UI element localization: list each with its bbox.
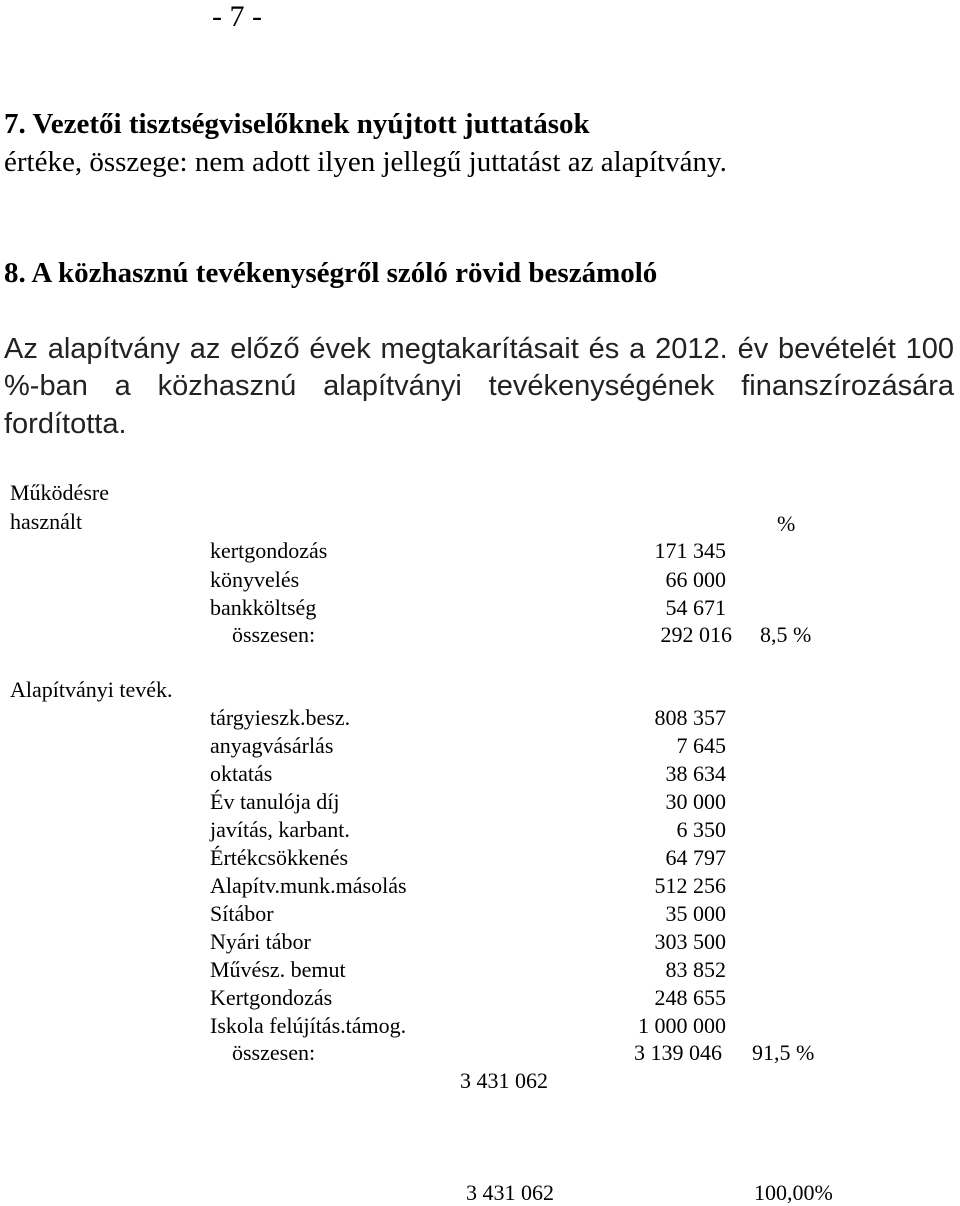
subtotal-amount: 3 431 062 <box>460 1068 548 1093</box>
foundation-total-amount: 3 139 046 <box>634 1040 722 1065</box>
grand-total-percent: 100,00% <box>754 1180 833 1205</box>
foundation-row-label: Nyári tábor <box>210 929 311 954</box>
operations-total-amount: 292 016 <box>660 622 732 647</box>
operations-row-amount: 66 000 <box>665 566 726 592</box>
foundation-row-label: Iskola felújítás.támog. <box>210 1013 407 1038</box>
section-8-paragraph-line-1: Az alapítvány az előző évek megtakarításait és a 2012. év bevételét 100 <box>4 333 954 365</box>
foundation-row-label: Művész. bemut <box>210 957 346 982</box>
foundation-row-label: tárgyieszk.besz. <box>210 705 351 730</box>
section-8-heading: 8. A közhasznú tevékenységről szóló rövid beszámoló <box>4 257 658 289</box>
foundation-row-label: anyagvásárlás <box>210 733 334 758</box>
operations-row-label: könyvelés <box>210 566 300 592</box>
section-8-paragraph-line-3: fordította. <box>4 408 127 440</box>
section-7-heading: 7. Vezetői tisztségviselőknek nyújtott juttatások <box>4 108 590 140</box>
page-number: - 7 - <box>212 0 262 33</box>
operations-total-label: összesen: <box>232 622 316 647</box>
foundation-row-label: Alapítv.munk.másolás <box>210 873 407 898</box>
foundation-row-amount: 83 852 <box>665 957 726 982</box>
foundation-row-amount: 1 000 000 <box>638 1013 726 1038</box>
operations-label-line-2: használt <box>10 509 83 534</box>
foundation-row-amount: 248 655 <box>654 985 726 1010</box>
foundation-row-amount: 512 256 <box>654 873 726 898</box>
operations-row-label: bankköltség <box>210 595 317 620</box>
section-7-text: értéke, összege: nem adott ilyen jellegű juttatást az alapítvány. <box>4 146 727 178</box>
foundation-row-amount: 30 000 <box>665 789 726 814</box>
foundation-total-label: összesen: <box>232 1040 316 1065</box>
foundation-row-label: oktatás <box>210 761 273 786</box>
operations-total-percent: 8,5 % <box>760 622 812 647</box>
foundation-row-label: Értékcsökkenés <box>210 845 349 870</box>
grand-total-amount: 3 431 062 <box>466 1180 554 1205</box>
foundation-row-label: Kertgondozás <box>210 985 333 1010</box>
section-8-paragraph-line-2: %-ban a közhasznú alapítványi tevékenységének finanszírozására <box>4 370 954 402</box>
foundation-total-percent: 91,5 % <box>752 1040 815 1065</box>
foundation-row-amount: 38 634 <box>665 761 726 786</box>
foundation-row-label: Év tanulója díj <box>210 789 340 814</box>
operations-label-line-1: Működésre <box>10 480 109 505</box>
foundation-row-amount: 6 350 <box>676 817 726 842</box>
foundation-row-amount: 64 797 <box>665 845 726 870</box>
foundation-row-amount: 35 000 <box>665 901 726 926</box>
foundation-row-label: Sítábor <box>210 901 274 926</box>
foundation-label: Alapítványi tevék. <box>10 677 173 702</box>
foundation-row-amount: 7 645 <box>676 733 726 758</box>
operations-row-amount: 54 671 <box>665 595 726 620</box>
foundation-row-amount: 808 357 <box>654 705 726 730</box>
operations-row-label: kertgondozás <box>210 538 328 563</box>
foundation-row-label: javítás, karbant. <box>210 817 350 842</box>
percent-header: % <box>777 511 796 536</box>
operations-row-amount: 171 345 <box>654 538 726 563</box>
foundation-row-amount: 303 500 <box>654 929 726 954</box>
